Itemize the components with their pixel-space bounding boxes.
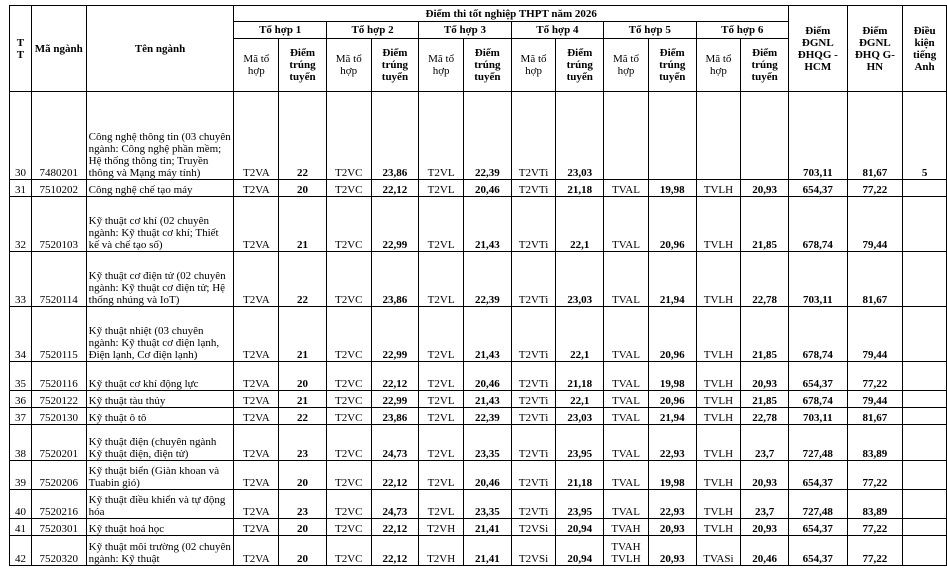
row-combo-2-score: 22,99: [371, 197, 419, 252]
table-row: [10, 180, 947, 197]
header-ma-nganh: Mã ngành: [31, 6, 86, 92]
table-row: [10, 307, 947, 362]
header-dgnl-hn: Điểm ĐGNL ĐHQ G-HN: [847, 6, 903, 92]
row-stt: 35: [10, 362, 32, 391]
row-english: [903, 536, 947, 566]
row-combo-3-code: T2VL: [419, 362, 464, 391]
row-combo-4-score: 23,95: [556, 490, 604, 519]
row-english: [903, 519, 947, 536]
header-score-2: Điểm trúng tuyển: [371, 39, 419, 92]
row-combo-5-code: TVAL: [604, 461, 649, 490]
row-ten-nganh: Công nghệ thông tin (03 chuyên ngành: Công nghệ phần mềm; Hệ thống thông tin; Truyền thông và Mạng máy tính): [86, 92, 234, 180]
row-combo-3-code: T2VL: [419, 391, 464, 408]
row-combo-5-code: TVAL: [604, 252, 649, 307]
row-dgnl-hcm: 703,11: [788, 252, 847, 307]
row-english: [903, 490, 947, 519]
row-combo-1-score: 22: [279, 408, 327, 425]
header-combo-6: Tổ hợp 6: [696, 22, 788, 39]
row-combo-1-code: T2VA: [234, 425, 279, 461]
row-combo-1-score: 20: [279, 362, 327, 391]
row-combo-3-code: T2VL: [419, 197, 464, 252]
row-stt: 38: [10, 425, 32, 461]
header-score-6: Điểm trúng tuyển: [741, 39, 789, 92]
row-ma-nganh: 7520201: [31, 425, 86, 461]
row-dgnl-hn: 77,22: [847, 180, 903, 197]
row-ma-nganh: 7520216: [31, 490, 86, 519]
row-combo-2-score: 22,12: [371, 461, 419, 490]
row-dgnl-hn: 77,22: [847, 362, 903, 391]
row-ten-nganh: Kỹ thuật điện (chuyên ngành Kỹ thuật điện, điện tử): [86, 425, 234, 461]
row-dgnl-hcm: 727,48: [788, 425, 847, 461]
row-combo-4-code: T2VTi: [511, 391, 556, 408]
row-combo-3-score: 21,41: [464, 536, 512, 566]
row-combo-5-code: TVAH TVLH: [604, 536, 649, 566]
row-combo-4-score: 23,03: [556, 92, 604, 180]
header-combo-2: Tổ hợp 2: [326, 22, 418, 39]
row-combo-4-score: 22,1: [556, 307, 604, 362]
row-combo-4-score: 23,95: [556, 425, 604, 461]
row-combo-1-code: T2VA: [234, 180, 279, 197]
row-combo-1-score: 21: [279, 197, 327, 252]
row-combo-6-score: 21,85: [741, 307, 789, 362]
row-combo-2-code: T2VC: [326, 536, 371, 566]
row-combo-5-score: 21,94: [648, 252, 696, 307]
row-ma-nganh: 7520116: [31, 362, 86, 391]
row-combo-6-score: [741, 92, 789, 180]
row-combo-1-code: T2VA: [234, 197, 279, 252]
row-combo-2-score: 22,12: [371, 180, 419, 197]
row-combo-5-score: 20,93: [648, 536, 696, 566]
row-ten-nganh: Kỹ thuật hoá học: [86, 519, 234, 536]
row-dgnl-hn: 77,22: [847, 519, 903, 536]
row-dgnl-hcm: 654,37: [788, 536, 847, 566]
row-combo-2-code: T2VC: [326, 307, 371, 362]
table-header: [10, 6, 947, 92]
row-combo-6-score: 20,93: [741, 180, 789, 197]
row-combo-3-code: T2VL: [419, 252, 464, 307]
row-ten-nganh: Kỹ thuật nhiệt (03 chuyên ngành: Kỹ thuật cơ điện lạnh, Điện lạnh, Cơ điện lạnh): [86, 307, 234, 362]
row-combo-4-code: T2VTi: [511, 252, 556, 307]
row-combo-5-code: [604, 92, 649, 180]
row-combo-6-score: 20,46: [741, 536, 789, 566]
header-stt: T T: [10, 6, 32, 92]
header-combo-4: Tổ hợp 4: [511, 22, 603, 39]
header-score-3: Điểm trúng tuyển: [464, 39, 512, 92]
row-combo-4-code: T2VTi: [511, 307, 556, 362]
row-stt: 42: [10, 536, 32, 566]
row-combo-2-score: 24,73: [371, 490, 419, 519]
row-combo-2-score: 24,73: [371, 425, 419, 461]
header-combo-3: Tổ hợp 3: [419, 22, 511, 39]
row-combo-5-code: TVAL: [604, 425, 649, 461]
row-combo-3-score: 21,43: [464, 391, 512, 408]
row-combo-4-score: 23,03: [556, 252, 604, 307]
row-combo-5-score: 20,93: [648, 519, 696, 536]
row-ten-nganh: Kỹ thuật cơ khí động lực: [86, 362, 234, 391]
row-dgnl-hcm: 654,37: [788, 519, 847, 536]
row-combo-4-code: T2VTi: [511, 461, 556, 490]
row-combo-1-code: T2VA: [234, 252, 279, 307]
table-row: [10, 461, 947, 490]
header-score-1: Điểm trúng tuyển: [279, 39, 327, 92]
row-stt: 34: [10, 307, 32, 362]
admission-score-table: [9, 5, 947, 566]
header-ten-nganh: Tên ngành: [86, 6, 234, 92]
table-row: [10, 362, 947, 391]
row-dgnl-hn: 77,22: [847, 461, 903, 490]
header-code-6: Mã tổ hợp: [696, 39, 741, 92]
row-combo-2-code: T2VC: [326, 461, 371, 490]
row-combo-1-score: 21: [279, 307, 327, 362]
row-combo-5-score: 21,94: [648, 408, 696, 425]
row-ten-nganh: Kỹ thuật điều khiển và tự động hóa: [86, 490, 234, 519]
table-row: [10, 92, 947, 180]
table-body: [10, 92, 947, 566]
row-dgnl-hcm: 654,37: [788, 461, 847, 490]
row-ma-nganh: 7520122: [31, 391, 86, 408]
row-combo-1-score: 20: [279, 461, 327, 490]
row-combo-4-code: T2VTi: [511, 362, 556, 391]
row-dgnl-hn: 79,44: [847, 391, 903, 408]
row-ten-nganh: Kỹ thuật ô tô: [86, 408, 234, 425]
row-combo-3-score: 23,35: [464, 425, 512, 461]
row-combo-3-code: T2VH: [419, 519, 464, 536]
row-combo-6-score: 23,7: [741, 490, 789, 519]
row-combo-6-score: 22,78: [741, 252, 789, 307]
row-combo-6-code: TVLH: [696, 391, 741, 408]
row-combo-5-score: 19,98: [648, 180, 696, 197]
row-dgnl-hn: 77,22: [847, 536, 903, 566]
table-row: [10, 252, 947, 307]
row-ten-nganh: Công nghệ chế tạo máy: [86, 180, 234, 197]
row-combo-6-code: [696, 92, 741, 180]
row-english: [903, 307, 947, 362]
row-combo-5-code: TVAL: [604, 197, 649, 252]
row-combo-1-score: 20: [279, 536, 327, 566]
header-code-3: Mã tổ hợp: [419, 39, 464, 92]
row-english: [903, 197, 947, 252]
row-combo-5-code: TVAL: [604, 307, 649, 362]
row-combo-1-score: 21: [279, 391, 327, 408]
row-stt: 32: [10, 197, 32, 252]
row-combo-3-code: T2VL: [419, 425, 464, 461]
row-combo-4-code: T2VSi: [511, 519, 556, 536]
row-combo-2-code: T2VC: [326, 92, 371, 180]
row-combo-3-score: 21,41: [464, 519, 512, 536]
row-combo-1-code: T2VA: [234, 536, 279, 566]
row-combo-2-score: 22,12: [371, 519, 419, 536]
row-combo-5-score: 19,98: [648, 461, 696, 490]
row-stt: 41: [10, 519, 32, 536]
row-combo-3-score: 23,35: [464, 490, 512, 519]
header-score-4: Điểm trúng tuyển: [556, 39, 604, 92]
row-dgnl-hcm: 703,11: [788, 408, 847, 425]
row-combo-1-score: 22: [279, 252, 327, 307]
row-dgnl-hcm: 678,74: [788, 391, 847, 408]
row-stt: 37: [10, 408, 32, 425]
row-combo-3-score: 22,39: [464, 252, 512, 307]
row-combo-4-code: T2VTi: [511, 408, 556, 425]
row-stt: 33: [10, 252, 32, 307]
row-combo-1-code: T2VA: [234, 391, 279, 408]
row-combo-3-score: 22,39: [464, 408, 512, 425]
header-exam-group: Điểm thi tốt nghiệp THPT năm 2026: [234, 6, 789, 22]
row-combo-6-code: TVLH: [696, 197, 741, 252]
row-ma-nganh: 7510202: [31, 180, 86, 197]
row-stt: 30: [10, 92, 32, 180]
header-code-2: Mã tổ hợp: [326, 39, 371, 92]
row-ten-nganh: Kỹ thuật tàu thủy: [86, 391, 234, 408]
row-dgnl-hcm: 678,74: [788, 307, 847, 362]
header-english: Điều kiện tiếng Anh: [903, 6, 947, 92]
row-english: [903, 391, 947, 408]
row-ma-nganh: 7520301: [31, 519, 86, 536]
row-combo-1-code: T2VA: [234, 490, 279, 519]
row-combo-2-code: T2VC: [326, 362, 371, 391]
row-dgnl-hn: 83,89: [847, 490, 903, 519]
table-row: [10, 536, 947, 566]
row-english: [903, 408, 947, 425]
row-combo-2-code: T2VC: [326, 391, 371, 408]
row-combo-4-code: T2VTi: [511, 490, 556, 519]
row-combo-6-code: TVLH: [696, 408, 741, 425]
row-combo-6-code: TVLH: [696, 490, 741, 519]
row-combo-5-code: TVAL: [604, 180, 649, 197]
row-combo-6-score: 20,93: [741, 461, 789, 490]
row-combo-4-score: 23,03: [556, 408, 604, 425]
row-ma-nganh: 7520320: [31, 536, 86, 566]
row-combo-6-code: TVLH: [696, 252, 741, 307]
row-ma-nganh: 7480201: [31, 92, 86, 180]
row-english: [903, 425, 947, 461]
row-combo-3-code: T2VL: [419, 490, 464, 519]
row-combo-6-code: TVLH: [696, 180, 741, 197]
row-combo-1-code: T2VA: [234, 92, 279, 180]
row-english: [903, 461, 947, 490]
row-dgnl-hn: 81,67: [847, 252, 903, 307]
row-dgnl-hcm: 654,37: [788, 180, 847, 197]
row-stt: 40: [10, 490, 32, 519]
row-combo-3-score: 20,46: [464, 180, 512, 197]
row-dgnl-hn: 79,44: [847, 197, 903, 252]
row-dgnl-hcm: 654,37: [788, 362, 847, 391]
row-combo-3-code: T2VL: [419, 92, 464, 180]
row-combo-2-score: 23,86: [371, 408, 419, 425]
row-combo-3-code: T2VL: [419, 461, 464, 490]
row-combo-1-score: 23: [279, 425, 327, 461]
row-english: [903, 362, 947, 391]
row-combo-3-score: 20,46: [464, 461, 512, 490]
row-combo-5-code: TVAL: [604, 408, 649, 425]
row-dgnl-hcm: 727,48: [788, 490, 847, 519]
row-combo-3-code: T2VL: [419, 180, 464, 197]
row-ma-nganh: 7520103: [31, 197, 86, 252]
row-combo-4-score: 21,18: [556, 362, 604, 391]
row-combo-3-score: 22,39: [464, 92, 512, 180]
row-combo-6-score: 20,93: [741, 362, 789, 391]
row-ten-nganh: Kỹ thuật biển (Giàn khoan và Tuabin gió): [86, 461, 234, 490]
row-combo-6-code: TVLH: [696, 425, 741, 461]
row-stt: 31: [10, 180, 32, 197]
table-row: [10, 490, 947, 519]
row-combo-4-code: T2VTi: [511, 92, 556, 180]
row-combo-1-code: T2VA: [234, 519, 279, 536]
row-combo-5-score: 19,98: [648, 362, 696, 391]
row-combo-5-score: 20,96: [648, 391, 696, 408]
row-combo-5-score: 20,96: [648, 307, 696, 362]
table-row: [10, 408, 947, 425]
row-combo-2-code: T2VC: [326, 519, 371, 536]
header-combo-5: Tổ hợp 5: [604, 22, 696, 39]
row-ma-nganh: 7520130: [31, 408, 86, 425]
row-combo-3-code: T2VH: [419, 536, 464, 566]
header-code-1: Mã tổ hợp: [234, 39, 279, 92]
row-combo-4-code: T2VTi: [511, 425, 556, 461]
row-ma-nganh: 7520114: [31, 252, 86, 307]
row-combo-3-score: 21,43: [464, 307, 512, 362]
row-combo-1-score: 22: [279, 92, 327, 180]
row-combo-1-code: T2VA: [234, 307, 279, 362]
row-combo-6-code: TVLH: [696, 362, 741, 391]
table-row: [10, 425, 947, 461]
row-dgnl-hcm: 703,11: [788, 92, 847, 180]
row-english: [903, 252, 947, 307]
row-combo-1-score: 20: [279, 519, 327, 536]
row-combo-1-score: 20: [279, 180, 327, 197]
row-combo-2-code: T2VC: [326, 197, 371, 252]
row-english: 5: [903, 92, 947, 180]
row-stt: 36: [10, 391, 32, 408]
row-combo-2-score: 23,86: [371, 92, 419, 180]
row-combo-6-score: 21,85: [741, 391, 789, 408]
row-combo-3-score: 20,46: [464, 362, 512, 391]
row-combo-6-score: 20,93: [741, 519, 789, 536]
row-combo-6-code: TVLH: [696, 307, 741, 362]
row-combo-5-score: 20,96: [648, 197, 696, 252]
row-combo-2-code: T2VC: [326, 408, 371, 425]
row-combo-1-score: 23: [279, 490, 327, 519]
row-dgnl-hn: 81,67: [847, 92, 903, 180]
table-row: [10, 519, 947, 536]
row-combo-2-code: T2VC: [326, 180, 371, 197]
header-score-5: Điểm trúng tuyển: [648, 39, 696, 92]
row-ten-nganh: Kỹ thuật cơ khí (02 chuyên ngành: Kỹ thuật cơ khí; Thiết kế và chế tạo số): [86, 197, 234, 252]
row-combo-3-score: 21,43: [464, 197, 512, 252]
row-combo-6-code: TVLH: [696, 519, 741, 536]
row-combo-5-code: TVAL: [604, 391, 649, 408]
row-combo-2-score: 22,99: [371, 307, 419, 362]
row-combo-2-score: 22,12: [371, 362, 419, 391]
row-combo-1-code: T2VA: [234, 408, 279, 425]
row-ma-nganh: 7520115: [31, 307, 86, 362]
row-combo-3-code: T2VL: [419, 307, 464, 362]
row-combo-2-score: 22,99: [371, 391, 419, 408]
row-stt: 39: [10, 461, 32, 490]
row-combo-6-code: TVLH: [696, 461, 741, 490]
row-combo-4-score: 22,1: [556, 391, 604, 408]
row-combo-4-score: 20,94: [556, 519, 604, 536]
header-combo-1: Tổ hợp 1: [234, 22, 326, 39]
row-combo-4-score: 21,18: [556, 461, 604, 490]
row-combo-5-score: [648, 92, 696, 180]
row-combo-5-score: 22,93: [648, 490, 696, 519]
row-combo-4-score: 21,18: [556, 180, 604, 197]
row-combo-6-score: 22,78: [741, 408, 789, 425]
row-combo-2-score: 23,86: [371, 252, 419, 307]
row-dgnl-hn: 83,89: [847, 425, 903, 461]
row-combo-4-score: 22,1: [556, 197, 604, 252]
row-ten-nganh: Kỹ thuật cơ điện tử (02 chuyên ngành: Kỹ thuật cơ điện tử; Hệ thống nhúng và IoT): [86, 252, 234, 307]
row-combo-2-code: T2VC: [326, 252, 371, 307]
row-combo-2-code: T2VC: [326, 425, 371, 461]
row-combo-4-score: 20,94: [556, 536, 604, 566]
row-combo-5-code: TVAH: [604, 519, 649, 536]
row-combo-4-code: T2VTi: [511, 197, 556, 252]
row-dgnl-hcm: 678,74: [788, 197, 847, 252]
row-combo-2-code: T2VC: [326, 490, 371, 519]
row-ma-nganh: 7520206: [31, 461, 86, 490]
row-combo-5-code: TVAL: [604, 490, 649, 519]
row-combo-4-code: T2VSi: [511, 536, 556, 566]
row-ten-nganh: Kỹ thuật môi trường (02 chuyên ngành: Kỹ thuật: [86, 536, 234, 566]
row-dgnl-hn: 81,67: [847, 408, 903, 425]
row-combo-4-code: T2VTi: [511, 180, 556, 197]
row-combo-6-code: TVASi: [696, 536, 741, 566]
header-dgnl-hcm: Điểm ĐGNL ĐHQG -HCM: [788, 6, 847, 92]
row-english: [903, 180, 947, 197]
row-combo-3-code: T2VL: [419, 408, 464, 425]
row-combo-5-score: 22,93: [648, 425, 696, 461]
row-combo-1-code: T2VA: [234, 362, 279, 391]
table-row: [10, 197, 947, 252]
table-row: [10, 391, 947, 408]
row-combo-6-score: 21,85: [741, 197, 789, 252]
row-combo-2-score: 22,12: [371, 536, 419, 566]
row-combo-6-score: 23,7: [741, 425, 789, 461]
row-combo-1-code: T2VA: [234, 461, 279, 490]
row-dgnl-hn: 79,44: [847, 307, 903, 362]
row-combo-5-code: TVAL: [604, 362, 649, 391]
header-code-4: Mã tổ hợp: [511, 39, 556, 92]
header-code-5: Mã tổ hợp: [604, 39, 649, 92]
